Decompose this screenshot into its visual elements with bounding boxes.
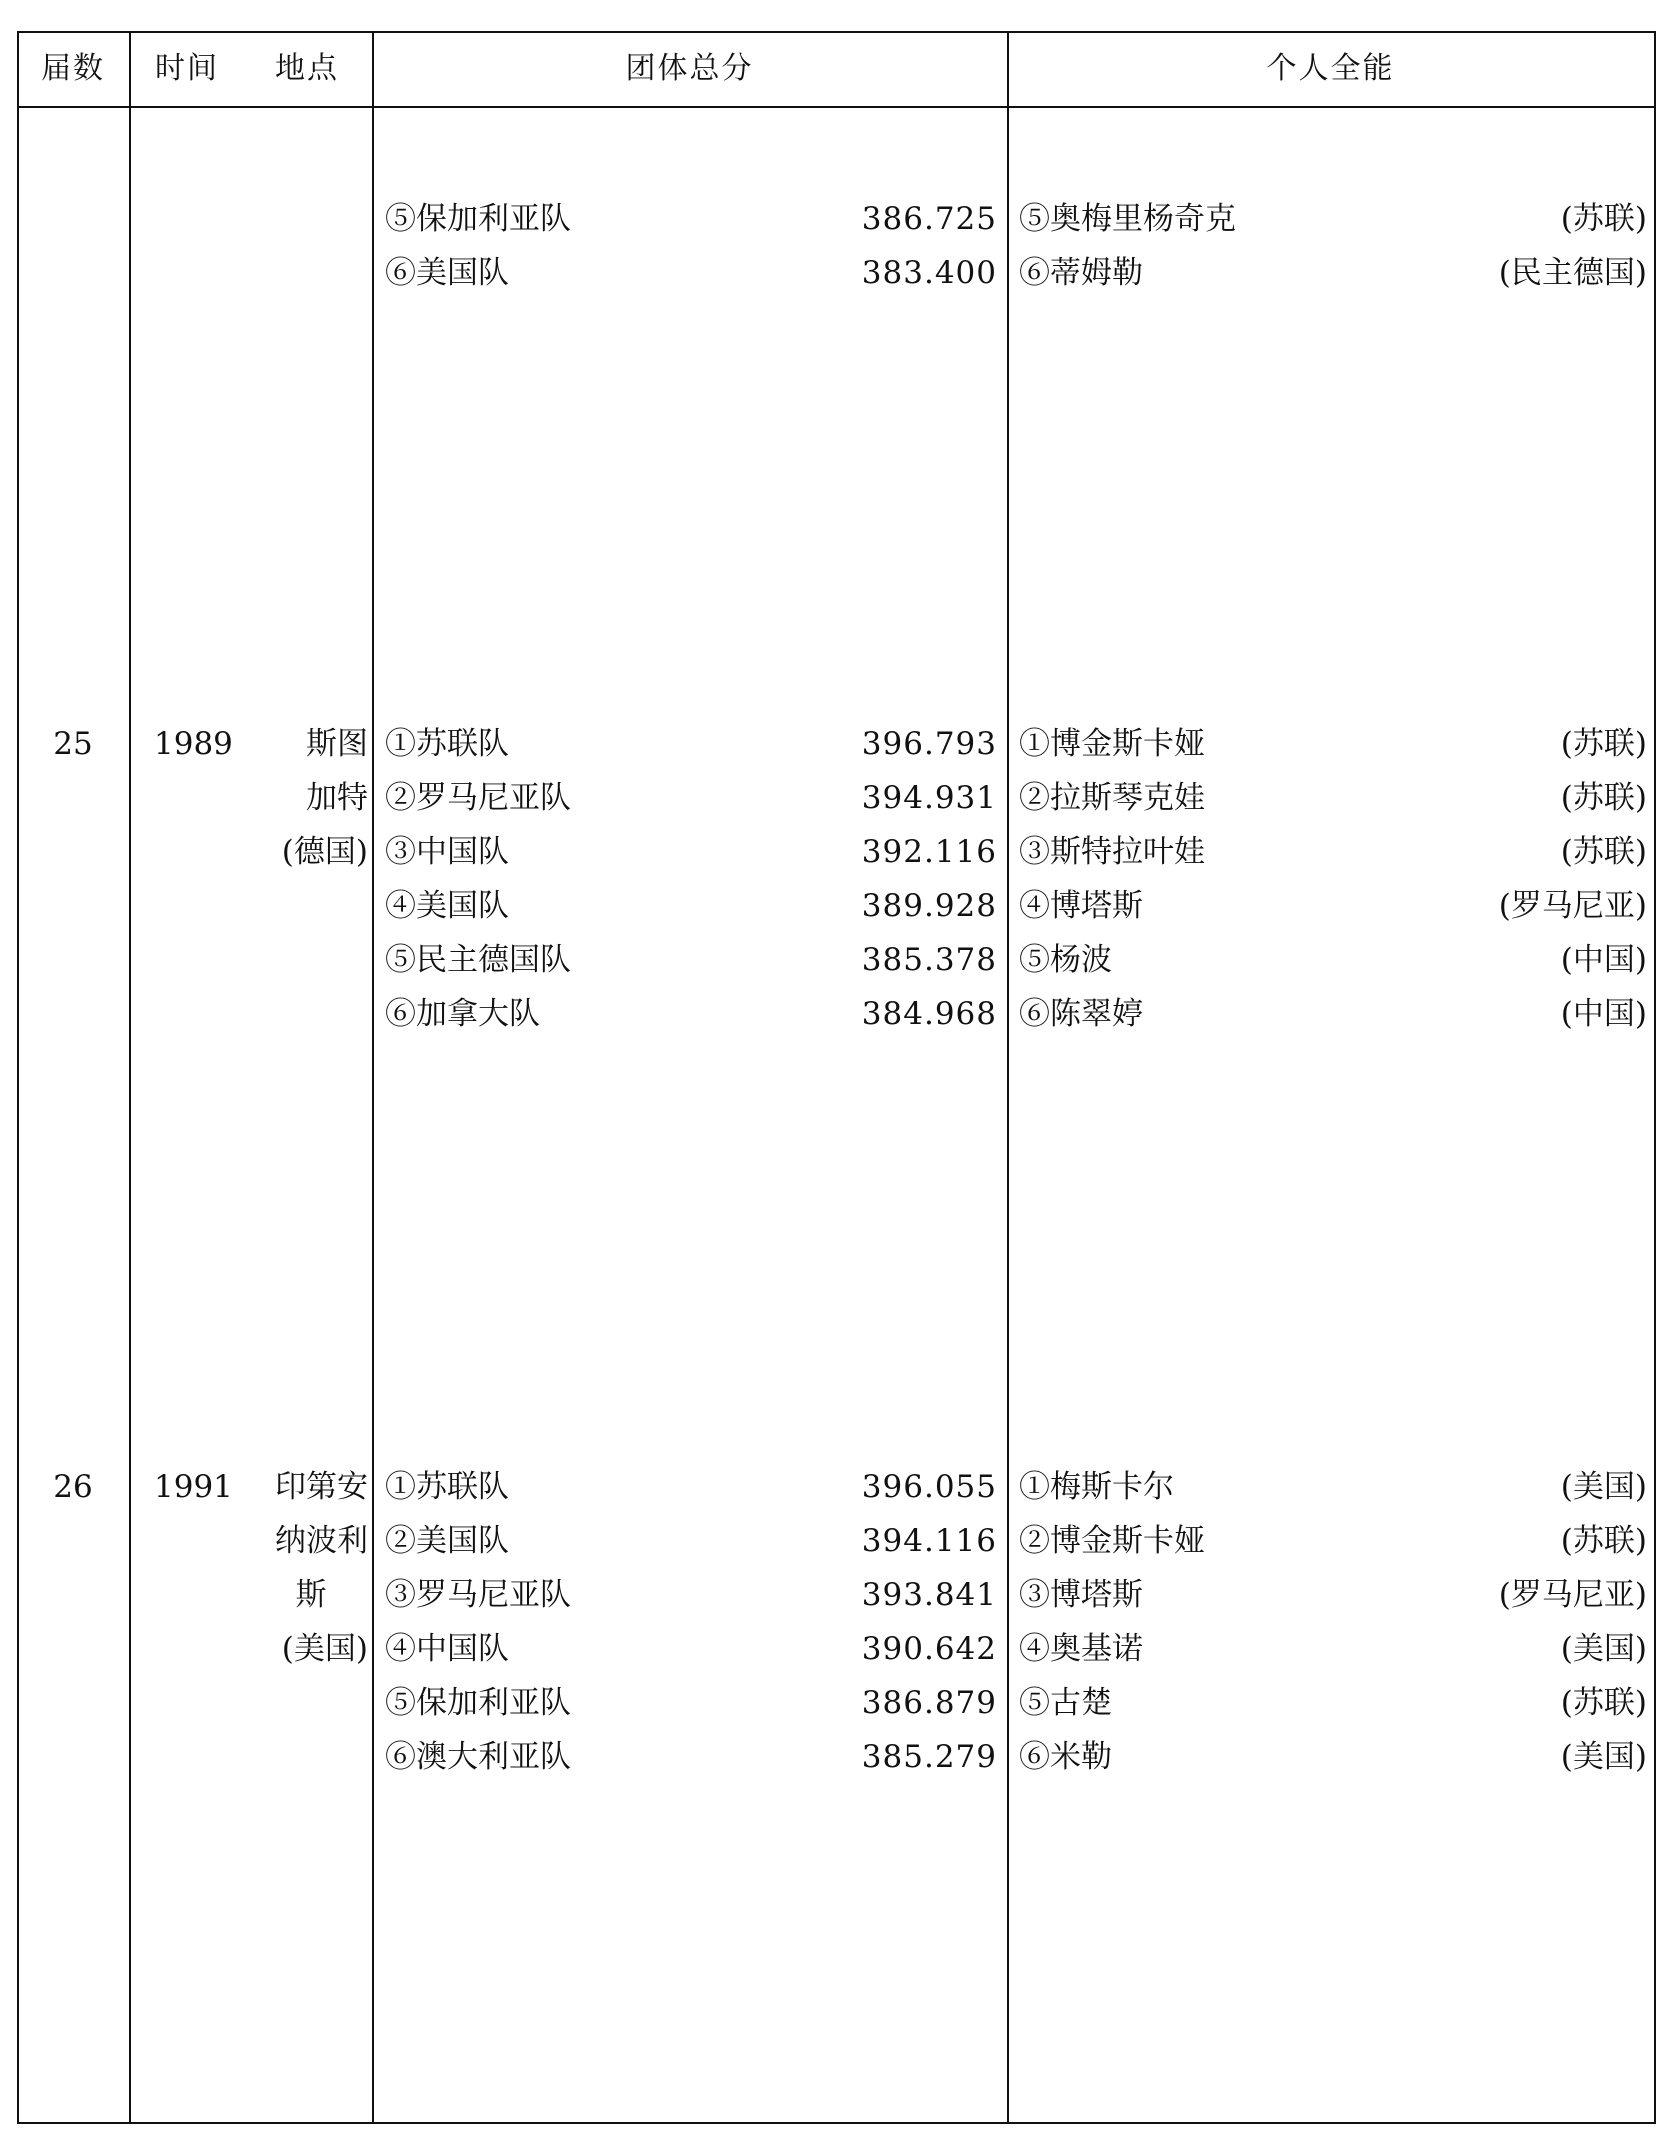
athlete-country: (苏联) — [1560, 780, 1647, 816]
team-name: ⑤保加利亚队 — [385, 1685, 571, 1721]
team-name: ③罗马尼亚队 — [385, 1577, 571, 1613]
athlete-name: ⑥米勒 — [1019, 1739, 1112, 1775]
team-score: 385.378 — [861, 942, 997, 978]
team-score: 392.116 — [861, 834, 997, 870]
place-line: 斯图 — [306, 726, 368, 762]
athlete-name: ③博塔斯 — [1019, 1577, 1143, 1613]
column-divider-session — [129, 31, 131, 2124]
athlete-name: ②拉斯琴克娃 — [1019, 780, 1205, 816]
team-name: ③中国队 — [385, 834, 509, 870]
team-name: ⑤民主德国队 — [385, 942, 571, 978]
session-year: 1989 — [154, 726, 233, 762]
team-name: ④美国队 — [385, 888, 509, 924]
results-table — [17, 31, 1656, 2124]
place-line: 印第安 — [275, 1469, 368, 1505]
team-score: 396.055 — [861, 1469, 997, 1505]
team-name: ①苏联队 — [385, 726, 509, 762]
athlete-country: (中国) — [1560, 942, 1647, 978]
session-place — [242, 1460, 368, 1676]
team-score: 389.928 — [861, 888, 997, 924]
team-score: 396.793 — [861, 726, 997, 762]
athlete-name: ⑤奥梅里杨奇克 — [1019, 201, 1236, 237]
team-score: 393.841 — [861, 1577, 997, 1613]
athlete-name: ③斯特拉叶娃 — [1019, 834, 1205, 870]
athlete-name: ④奥基诺 — [1019, 1631, 1143, 1667]
athlete-country: (苏联) — [1560, 1523, 1647, 1559]
athlete-country: (美国) — [1560, 1469, 1647, 1505]
column-divider-team — [1007, 31, 1009, 2124]
team-name: ⑤保加利亚队 — [385, 201, 571, 237]
team-score: 385.279 — [861, 1739, 997, 1775]
team-score: 390.642 — [861, 1631, 997, 1667]
team-score: 394.116 — [861, 1523, 997, 1559]
athlete-country: (罗马尼亚) — [1498, 888, 1647, 924]
athlete-country: (美国) — [1560, 1739, 1647, 1775]
place-line: (德国) — [281, 834, 368, 870]
header-session: 届数 — [41, 51, 105, 86]
team-name: ⑥美国队 — [385, 255, 509, 291]
header-individual-allround: 个人全能 — [1266, 51, 1395, 86]
athlete-country: (苏联) — [1560, 1685, 1647, 1721]
session-place — [242, 717, 368, 879]
header-place: 地点 — [275, 51, 339, 86]
team-score: 386.879 — [861, 1685, 997, 1721]
table-bottom-border — [17, 2122, 1656, 2124]
header-team-total: 团体总分 — [625, 51, 754, 86]
athlete-name: ⑤古楚 — [1019, 1685, 1112, 1721]
table-left-border — [17, 31, 19, 2124]
session-year: 1991 — [154, 1469, 233, 1505]
column-divider-place — [372, 31, 374, 2124]
athlete-country: (苏联) — [1560, 201, 1647, 237]
session-number: 25 — [53, 726, 93, 762]
place-line: 纳波利 — [275, 1523, 368, 1559]
athlete-name: ①博金斯卡娅 — [1019, 726, 1205, 762]
athlete-name: ④博塔斯 — [1019, 888, 1143, 924]
team-name: ②美国队 — [385, 1523, 509, 1559]
session-number: 26 — [53, 1469, 93, 1505]
athlete-name: ⑤杨波 — [1019, 942, 1112, 978]
athlete-country: (民主德国) — [1498, 255, 1647, 291]
team-score: 394.931 — [861, 780, 997, 816]
athlete-name: ②博金斯卡娅 — [1019, 1523, 1205, 1559]
table-right-border — [1654, 31, 1656, 2124]
header-time: 时间 — [155, 51, 219, 86]
team-name: ②罗马尼亚队 — [385, 780, 571, 816]
header-divider — [17, 106, 1656, 108]
team-score: 383.400 — [861, 255, 997, 291]
team-name: ①苏联队 — [385, 1469, 509, 1505]
athlete-country: (中国) — [1560, 996, 1647, 1032]
team-score: 386.725 — [861, 201, 997, 237]
place-line: 斯 — [295, 1577, 327, 1613]
athlete-name: ⑥陈翠婷 — [1019, 996, 1143, 1032]
team-score: 384.968 — [861, 996, 997, 1032]
athlete-country: (苏联) — [1560, 726, 1647, 762]
athlete-country: (苏联) — [1560, 834, 1647, 870]
place-line: 加特 — [306, 780, 368, 816]
athlete-name: ⑥蒂姆勒 — [1019, 255, 1143, 291]
athlete-name: ①梅斯卡尔 — [1019, 1469, 1174, 1505]
team-name: ④中国队 — [385, 1631, 509, 1667]
team-name: ⑥加拿大队 — [385, 996, 540, 1032]
athlete-country: (罗马尼亚) — [1498, 1577, 1647, 1613]
athlete-country: (美国) — [1560, 1631, 1647, 1667]
place-line: (美国) — [281, 1631, 368, 1667]
team-name: ⑥澳大利亚队 — [385, 1739, 571, 1775]
